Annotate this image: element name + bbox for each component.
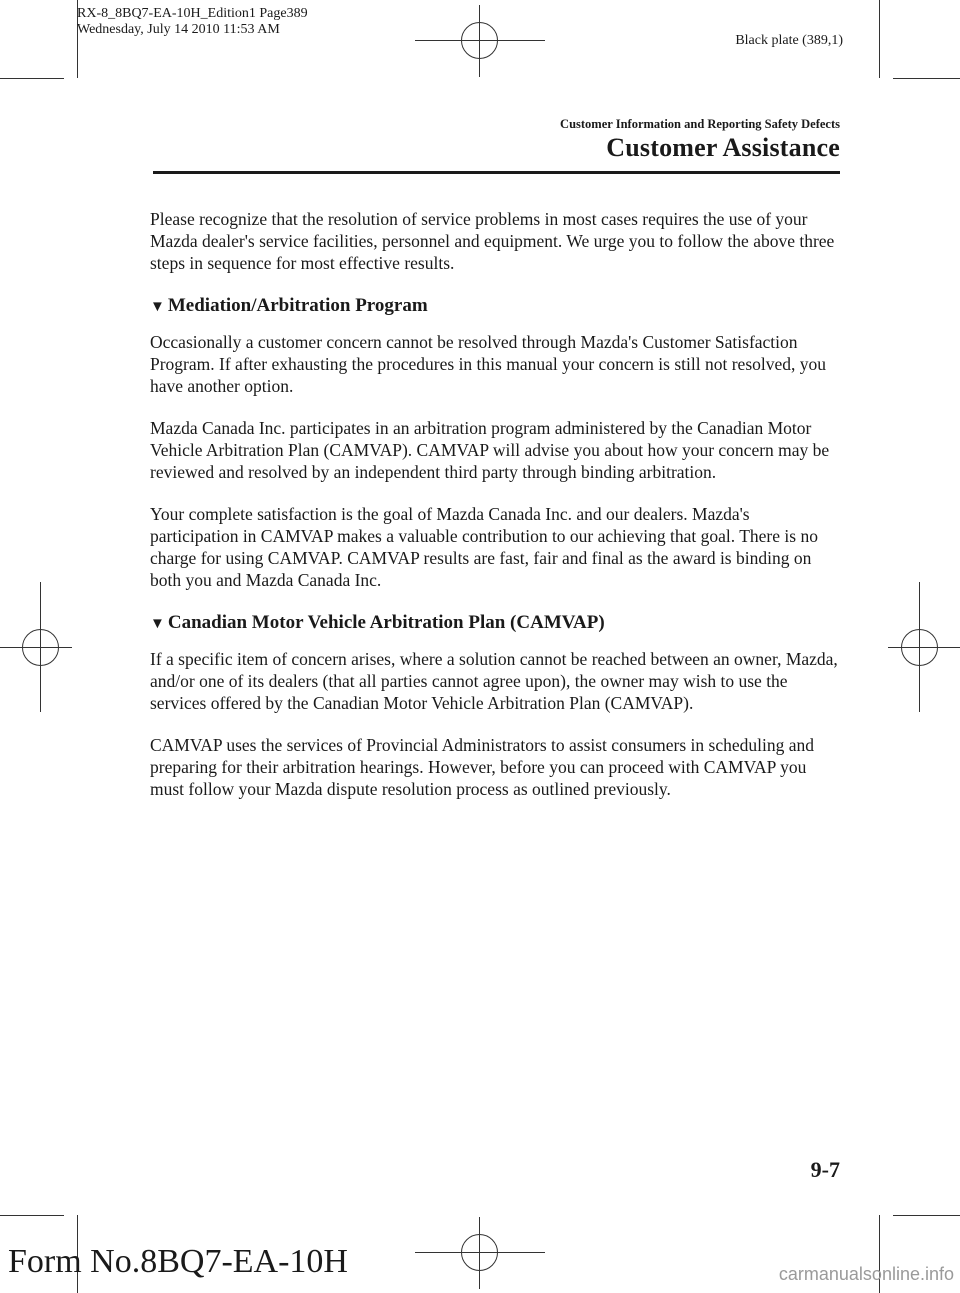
section-label: Customer Information and Reporting Safety Defects xyxy=(560,117,840,131)
triangle-marker-icon: ▼ xyxy=(150,299,165,315)
paragraph: Your complete satisfaction is the goal of Mazda Canada Inc. and our dealers. Mazda's participation in CAMVAP makes a valuable contribution to our achieving that goal. There is no charge for using CAMVAP. CAMVAP results are fast, fair and final as the award is binding on both you and Mazda Canada Inc. xyxy=(150,504,818,590)
crop-mark xyxy=(893,1215,960,1216)
print-date-line: Wednesday, July 14 2010 11:53 AM xyxy=(77,22,280,37)
heading-mediation xyxy=(150,294,842,319)
paragraph: Mazda Canada Inc. participates in an arbitration program administered by the Canadian Motor Vehicle Arbitration Plan (CAMVAP). CAMVAP will advise you about how your concern may be reviewed and resolved by an independent third party through binding arbitration. xyxy=(150,418,830,482)
triangle-marker-icon: ▼ xyxy=(150,616,165,632)
registration-circle xyxy=(461,1234,498,1271)
crop-mark xyxy=(879,0,880,78)
registration-circle xyxy=(22,629,59,666)
heading-camvap xyxy=(150,611,842,636)
print-file-line: RX-8_8BQ7-EA-10H_Edition1 Page389 xyxy=(77,6,308,21)
crop-mark xyxy=(0,78,64,79)
form-number: Form No.8BQ7-EA-10H xyxy=(8,1243,348,1280)
print-metadata xyxy=(77,6,308,38)
crop-mark xyxy=(0,1215,64,1216)
paragraph: CAMVAP uses the services of Provincial Administrators to assist consumers in scheduling and preparing for their arbitration hearings. However, before you can proceed with CAMVAP you must follow your Mazda dispute resolution process as outlined previously. xyxy=(150,735,814,799)
crop-mark xyxy=(893,78,960,79)
registration-circle xyxy=(901,629,938,666)
chapter-title: Customer Assistance xyxy=(606,133,840,162)
page-number: 9-7 xyxy=(810,1157,840,1182)
heading-camvap-text: Canadian Motor Vehicle Arbitration Plan (CAMVAP) xyxy=(167,612,605,633)
page-content xyxy=(150,208,842,820)
plate-label: Black plate (389,1) xyxy=(735,33,843,48)
heading-mediation-text: Mediation/Arbitration Program xyxy=(167,295,428,316)
header-rule xyxy=(153,171,840,174)
watermark: carmanualsonline.info xyxy=(778,1264,954,1284)
intro-paragraph: Please recognize that the resolution of service problems in most cases requires the use of your Mazda dealer's service facilities, personnel and equipment. We urge you to follow the above three steps in sequence for most effective results. xyxy=(150,209,835,273)
paragraph: Occasionally a customer concern cannot be resolved through Mazda's Customer Satisfaction Program. If after exhausting the procedures in this manual your concern is still not resolved, you have another option. xyxy=(150,332,827,396)
paragraph: If a specific item of concern arises, where a solution cannot be reached between an owner, Mazda, and/or one of its dealers (that all parties cannot agree upon), the owner may wish to use the services offered by the Canadian Motor Vehicle Arbitration Plan (CAMVAP). xyxy=(150,649,838,713)
registration-circle xyxy=(461,22,498,59)
